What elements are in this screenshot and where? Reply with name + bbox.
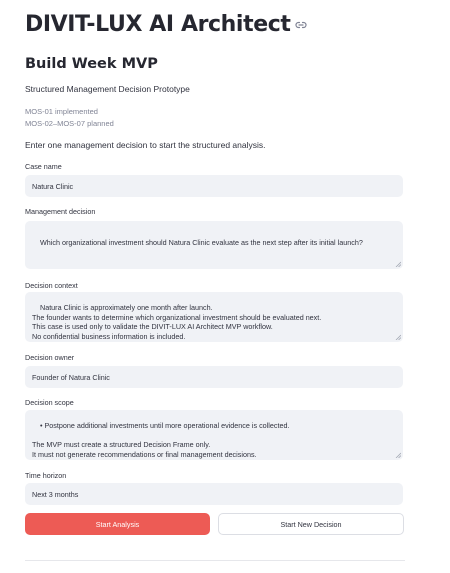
status-implemented: MOS-01 implemented <box>25 107 98 116</box>
page-subtitle: Structured Management Decision Prototype <box>25 84 190 94</box>
link-icon[interactable] <box>295 19 307 31</box>
start-analysis-label: Start Analysis <box>95 519 140 529</box>
decision-owner-input[interactable] <box>25 366 403 388</box>
decision-scope-label: Decision scope <box>25 398 74 407</box>
case-name-value: Natura Clinic <box>32 181 74 191</box>
management-decision-value: Which organizational investment should Natura Clinic evaluate as the next step after its initial launch? <box>40 238 363 248</box>
app-title-text: DIVIT-LUX AI Architect <box>25 12 291 37</box>
management-decision-label: Management decision <box>25 207 96 216</box>
decision-context-textarea[interactable] <box>25 292 403 342</box>
start-analysis-button[interactable] <box>25 513 210 535</box>
intro-text: Enter one management decision to start the structured analysis. <box>25 140 266 150</box>
case-name-input[interactable] <box>25 175 403 197</box>
start-new-decision-label: Start New Decision <box>280 519 342 529</box>
time-horizon-value: Next 3 months <box>32 489 79 499</box>
time-horizon-label: Time horizon <box>25 471 67 480</box>
decision-scope-value: • Postpone additional investments until more operational evidence is collected. The MVP must create a structured Decision Frame only. It must not generate recommendations or final management decisions. <box>32 421 290 459</box>
start-new-decision-button[interactable] <box>218 513 404 535</box>
divider <box>25 560 405 561</box>
time-horizon-input[interactable] <box>25 483 403 505</box>
status-planned: MOS-02–MOS-07 planned <box>25 119 114 128</box>
case-name-label: Case name <box>25 162 62 171</box>
resize-handle-icon[interactable] <box>395 334 401 340</box>
management-decision-textarea[interactable] <box>25 221 403 269</box>
page-heading: Build Week MVP <box>25 56 158 72</box>
decision-context-value: Natura Clinic is approximately one month after launch. The founder wants to determine which organizational investment should be evaluated next. This case is used only to validate the DIVIT-LUX AI Architect MVP workflow. No confidential business information is included. <box>32 303 322 341</box>
decision-scope-textarea[interactable] <box>25 410 403 460</box>
app-title <box>25 12 307 37</box>
resize-handle-icon[interactable] <box>395 452 401 458</box>
decision-owner-value: Founder of Natura Clinic <box>32 372 110 382</box>
decision-owner-label: Decision owner <box>25 353 75 362</box>
decision-context-label: Decision context <box>25 281 78 290</box>
resize-handle-icon[interactable] <box>395 261 401 267</box>
